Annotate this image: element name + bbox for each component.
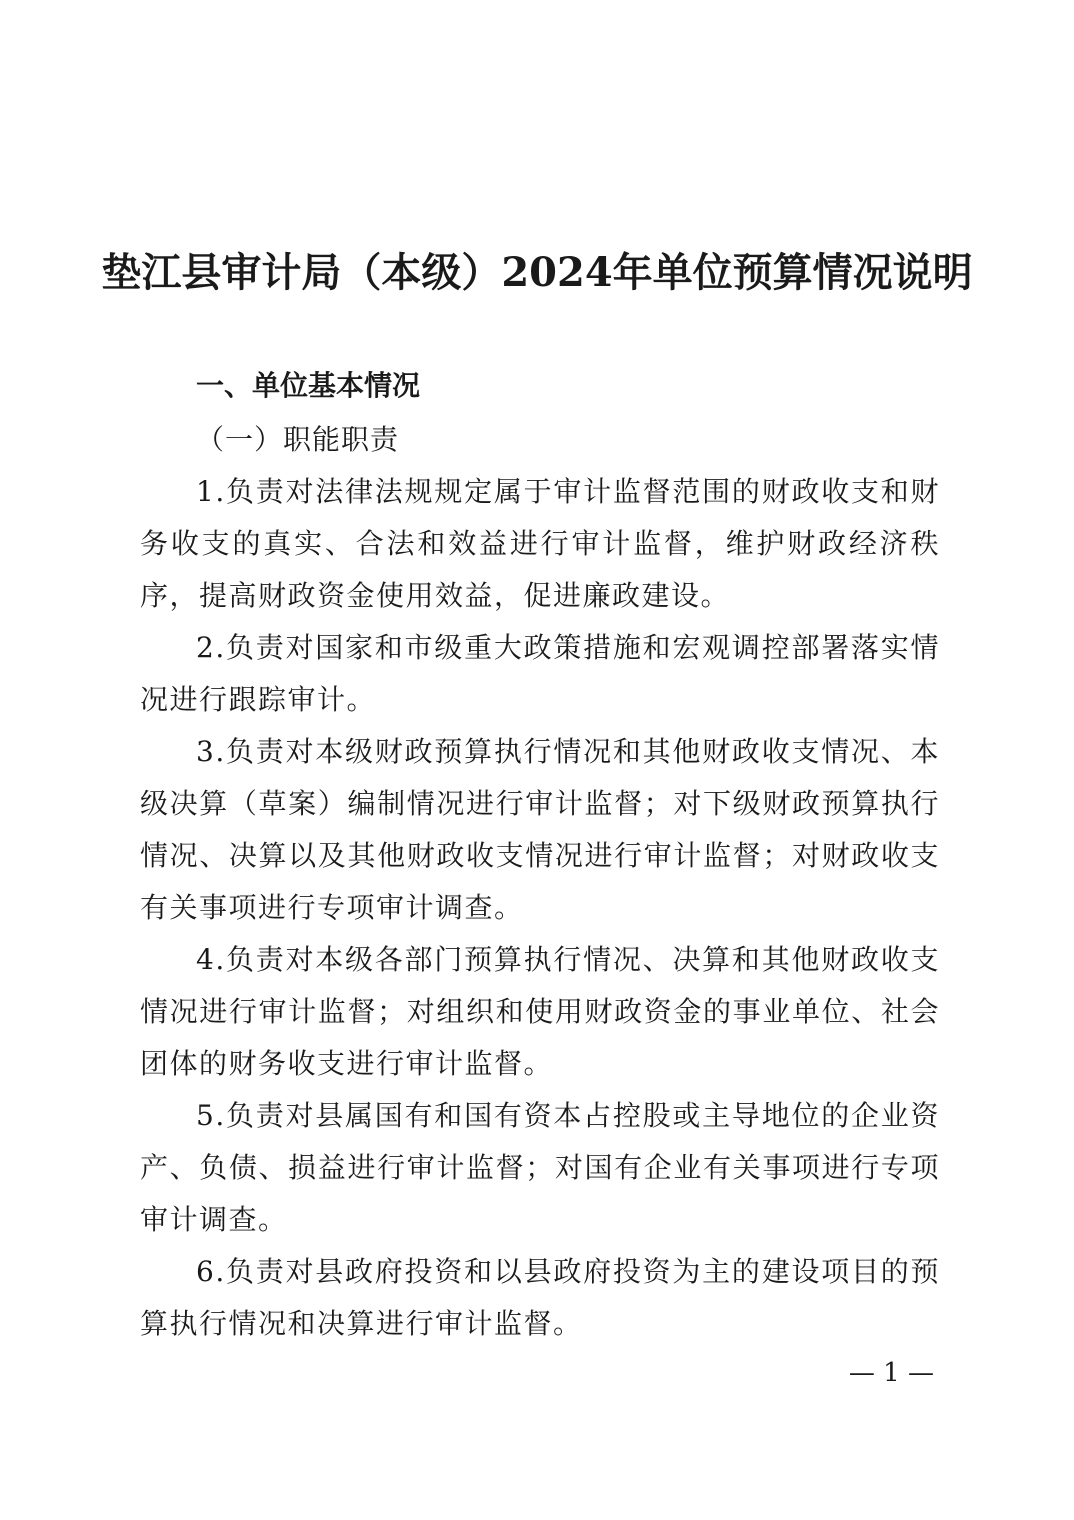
paragraph-6: 6.负责对县政府投资和以县政府投资为主的建设项目的预算执行情况和决算进行审计监督。 [140, 1255, 940, 1340]
section-heading: 一、单位基本情况 [196, 369, 421, 402]
document-title: 垫江县审计局（本级）2024年单位预算情况说明 [101, 249, 973, 296]
paragraph-4: 4.负责对本级各部门预算执行情况、决算和其他财政收支情况进行审计监督；对组织和使用财政资金的事业单位、社会团体的财务收支进行审计监督。 [140, 943, 940, 1080]
page-number: — 1 — [848, 1358, 934, 1388]
paragraph-5: 5.负责对县属国有和国有资本占控股或主导地位的企业资产、负债、损益进行审计监督；对国有企业有关事项进行专项审计调查。 [140, 1099, 940, 1236]
paragraph-1: 1.负责对法律法规规定属于审计监督范围的财政收支和财务收支的真实、合法和效益进行审计监督，维护财政经济秩序，提高财政资金使用效益，促进廉政建设。 [140, 475, 940, 612]
paragraph-3: 3.负责对本级财政预算执行情况和其他财政收支情况、本级决算（草案）编制情况进行审计监督；对下级财政预算执行情况、决算以及其他财政收支情况进行审计监督；对财政收支有关事项进行专项审计调查。 [140, 735, 940, 924]
paragraph-2: 2.负责对国家和市级重大政策措施和宏观调控部署落实情况进行跟踪审计。 [140, 631, 940, 716]
document-body [140, 360, 940, 1350]
subsection-heading: （一）职能职责 [196, 423, 400, 456]
